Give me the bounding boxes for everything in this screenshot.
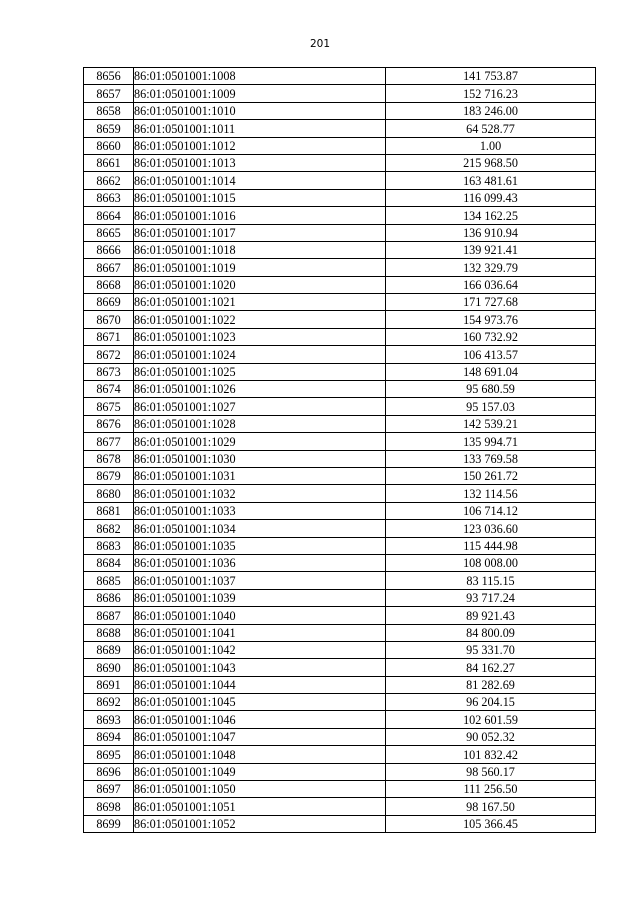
value-cell: 132 114.56 <box>386 485 596 502</box>
table-row <box>84 502 596 519</box>
table-row <box>84 676 596 693</box>
table-row <box>84 102 596 119</box>
value-cell: 96 204.15 <box>386 694 596 711</box>
row-number-cell: 8660 <box>84 137 134 154</box>
row-number-cell: 8696 <box>84 763 134 780</box>
cadastral-number-cell: 86:01:0501001:1012 <box>134 137 386 154</box>
row-number-cell: 8661 <box>84 154 134 171</box>
cadastral-number-cell: 86:01:0501001:1047 <box>134 728 386 745</box>
row-number-cell: 8674 <box>84 381 134 398</box>
row-number-cell: 8693 <box>84 711 134 728</box>
value-cell: 83 115.15 <box>386 572 596 589</box>
value-cell: 111 256.50 <box>386 781 596 798</box>
table-row <box>84 589 596 606</box>
row-number-cell: 8698 <box>84 798 134 815</box>
table-row <box>84 224 596 241</box>
value-cell: 148 691.04 <box>386 363 596 380</box>
cadastre-table <box>83 67 596 833</box>
value-cell: 160 732.92 <box>386 328 596 345</box>
row-number-cell: 8680 <box>84 485 134 502</box>
value-cell: 95 680.59 <box>386 381 596 398</box>
row-number-cell: 8695 <box>84 746 134 763</box>
value-cell: 136 910.94 <box>386 224 596 241</box>
row-number-cell: 8669 <box>84 294 134 311</box>
table-row <box>84 68 596 85</box>
cadastral-number-cell: 86:01:0501001:1044 <box>134 676 386 693</box>
value-cell: 163 481.61 <box>386 172 596 189</box>
cadastral-number-cell: 86:01:0501001:1028 <box>134 415 386 432</box>
row-number-cell: 8690 <box>84 659 134 676</box>
cadastral-number-cell: 86:01:0501001:1049 <box>134 763 386 780</box>
value-cell: 64 528.77 <box>386 120 596 137</box>
cadastral-number-cell: 86:01:0501001:1023 <box>134 328 386 345</box>
cadastral-number-cell: 86:01:0501001:1041 <box>134 624 386 641</box>
value-cell: 141 753.87 <box>386 68 596 85</box>
cadastral-number-cell: 86:01:0501001:1024 <box>134 346 386 363</box>
value-cell: 95 331.70 <box>386 641 596 658</box>
table-row <box>84 554 596 571</box>
cadastral-number-cell: 86:01:0501001:1008 <box>134 68 386 85</box>
table-row <box>84 276 596 293</box>
value-cell: 98 167.50 <box>386 798 596 815</box>
cadastral-number-cell: 86:01:0501001:1050 <box>134 781 386 798</box>
cadastral-number-cell: 86:01:0501001:1035 <box>134 537 386 554</box>
page-number: 201 <box>309 38 331 50</box>
cadastral-number-cell: 86:01:0501001:1013 <box>134 154 386 171</box>
cadastral-number-cell: 86:01:0501001:1022 <box>134 311 386 328</box>
table-row <box>84 137 596 154</box>
value-cell: 1.00 <box>386 137 596 154</box>
row-number-cell: 8667 <box>84 259 134 276</box>
table-row <box>84 659 596 676</box>
table-row <box>84 189 596 206</box>
value-cell: 134 162.25 <box>386 207 596 224</box>
value-cell: 106 413.57 <box>386 346 596 363</box>
value-cell: 95 157.03 <box>386 398 596 415</box>
row-number-cell: 8662 <box>84 172 134 189</box>
row-number-cell: 8689 <box>84 641 134 658</box>
cadastral-number-cell: 86:01:0501001:1036 <box>134 554 386 571</box>
table-row <box>84 728 596 745</box>
table-row <box>84 85 596 102</box>
table-row <box>84 485 596 502</box>
row-number-cell: 8659 <box>84 120 134 137</box>
table-row <box>84 381 596 398</box>
value-cell: 90 052.32 <box>386 728 596 745</box>
row-number-cell: 8682 <box>84 520 134 537</box>
table-row <box>84 398 596 415</box>
row-number-cell: 8665 <box>84 224 134 241</box>
table-row <box>84 537 596 554</box>
row-number-cell: 8676 <box>84 415 134 432</box>
value-cell: 84 800.09 <box>386 624 596 641</box>
cadastral-number-cell: 86:01:0501001:1009 <box>134 85 386 102</box>
cadastral-number-cell: 86:01:0501001:1039 <box>134 589 386 606</box>
table-row <box>84 781 596 798</box>
cadastral-number-cell: 86:01:0501001:1026 <box>134 381 386 398</box>
table-row <box>84 641 596 658</box>
value-cell: 106 714.12 <box>386 502 596 519</box>
row-number-cell: 8670 <box>84 311 134 328</box>
row-number-cell: 8675 <box>84 398 134 415</box>
row-number-cell: 8677 <box>84 433 134 450</box>
row-number-cell: 8699 <box>84 815 134 832</box>
row-number-cell: 8678 <box>84 450 134 467</box>
cadastral-number-cell: 86:01:0501001:1027 <box>134 398 386 415</box>
table-row <box>84 311 596 328</box>
value-cell: 166 036.64 <box>386 276 596 293</box>
row-number-cell: 8673 <box>84 363 134 380</box>
table-row <box>84 346 596 363</box>
value-cell: 89 921.43 <box>386 607 596 624</box>
row-number-cell: 8657 <box>84 85 134 102</box>
table-row <box>84 746 596 763</box>
cadastral-number-cell: 86:01:0501001:1018 <box>134 241 386 258</box>
value-cell: 81 282.69 <box>386 676 596 693</box>
row-number-cell: 8691 <box>84 676 134 693</box>
row-number-cell: 8683 <box>84 537 134 554</box>
row-number-cell: 8658 <box>84 102 134 119</box>
row-number-cell: 8668 <box>84 276 134 293</box>
table-row <box>84 415 596 432</box>
row-number-cell: 8684 <box>84 554 134 571</box>
row-number-cell: 8686 <box>84 589 134 606</box>
row-number-cell: 8681 <box>84 502 134 519</box>
row-number-cell: 8697 <box>84 781 134 798</box>
value-cell: 133 769.58 <box>386 450 596 467</box>
table-row <box>84 207 596 224</box>
cadastral-number-cell: 86:01:0501001:1011 <box>134 120 386 137</box>
cadastral-number-cell: 86:01:0501001:1014 <box>134 172 386 189</box>
value-cell: 142 539.21 <box>386 415 596 432</box>
value-cell: 154 973.76 <box>386 311 596 328</box>
table-row <box>84 467 596 484</box>
table-row <box>84 815 596 832</box>
value-cell: 150 261.72 <box>386 467 596 484</box>
value-cell: 132 329.79 <box>386 259 596 276</box>
cadastral-number-cell: 86:01:0501001:1031 <box>134 467 386 484</box>
value-cell: 98 560.17 <box>386 763 596 780</box>
row-number-cell: 8672 <box>84 346 134 363</box>
value-cell: 102 601.59 <box>386 711 596 728</box>
value-cell: 123 036.60 <box>386 520 596 537</box>
row-number-cell: 8688 <box>84 624 134 641</box>
table-row <box>84 624 596 641</box>
cadastral-number-cell: 86:01:0501001:1042 <box>134 641 386 658</box>
cadastral-number-cell: 86:01:0501001:1029 <box>134 433 386 450</box>
cadastral-number-cell: 86:01:0501001:1010 <box>134 102 386 119</box>
table-row <box>84 363 596 380</box>
cadastral-number-cell: 86:01:0501001:1040 <box>134 607 386 624</box>
value-cell: 152 716.23 <box>386 85 596 102</box>
row-number-cell: 8694 <box>84 728 134 745</box>
cadastral-number-cell: 86:01:0501001:1043 <box>134 659 386 676</box>
table-row <box>84 120 596 137</box>
value-cell: 171 727.68 <box>386 294 596 311</box>
table-row <box>84 259 596 276</box>
table-row <box>84 433 596 450</box>
table-body <box>84 68 596 833</box>
cadastral-number-cell: 86:01:0501001:1033 <box>134 502 386 519</box>
value-cell: 183 246.00 <box>386 102 596 119</box>
row-number-cell: 8679 <box>84 467 134 484</box>
value-cell: 215 968.50 <box>386 154 596 171</box>
value-cell: 101 832.42 <box>386 746 596 763</box>
row-number-cell: 8663 <box>84 189 134 206</box>
table-row <box>84 328 596 345</box>
value-cell: 135 994.71 <box>386 433 596 450</box>
cadastral-number-cell: 86:01:0501001:1051 <box>134 798 386 815</box>
table-row <box>84 763 596 780</box>
table-row <box>84 154 596 171</box>
row-number-cell: 8692 <box>84 694 134 711</box>
cadastral-number-cell: 86:01:0501001:1052 <box>134 815 386 832</box>
cadastral-number-cell: 86:01:0501001:1016 <box>134 207 386 224</box>
value-cell: 108 008.00 <box>386 554 596 571</box>
cadastral-number-cell: 86:01:0501001:1048 <box>134 746 386 763</box>
row-number-cell: 8687 <box>84 607 134 624</box>
table-row <box>84 450 596 467</box>
cadastral-number-cell: 86:01:0501001:1020 <box>134 276 386 293</box>
value-cell: 84 162.27 <box>386 659 596 676</box>
cadastral-number-cell: 86:01:0501001:1037 <box>134 572 386 589</box>
value-cell: 115 444.98 <box>386 537 596 554</box>
table-row <box>84 572 596 589</box>
table-row <box>84 294 596 311</box>
cadastral-number-cell: 86:01:0501001:1032 <box>134 485 386 502</box>
row-number-cell: 8685 <box>84 572 134 589</box>
table-row <box>84 607 596 624</box>
value-cell: 93 717.24 <box>386 589 596 606</box>
table-row <box>84 694 596 711</box>
cadastral-number-cell: 86:01:0501001:1017 <box>134 224 386 241</box>
cadastral-number-cell: 86:01:0501001:1025 <box>134 363 386 380</box>
table-row <box>84 241 596 258</box>
table-row <box>84 798 596 815</box>
cadastral-number-cell: 86:01:0501001:1045 <box>134 694 386 711</box>
cadastral-number-cell: 86:01:0501001:1030 <box>134 450 386 467</box>
cadastral-number-cell: 86:01:0501001:1021 <box>134 294 386 311</box>
cadastral-number-cell: 86:01:0501001:1046 <box>134 711 386 728</box>
value-cell: 139 921.41 <box>386 241 596 258</box>
row-number-cell: 8666 <box>84 241 134 258</box>
table-row <box>84 520 596 537</box>
row-number-cell: 8671 <box>84 328 134 345</box>
cadastral-number-cell: 86:01:0501001:1015 <box>134 189 386 206</box>
table-row <box>84 172 596 189</box>
row-number-cell: 8656 <box>84 68 134 85</box>
row-number-cell: 8664 <box>84 207 134 224</box>
cadastral-number-cell: 86:01:0501001:1019 <box>134 259 386 276</box>
value-cell: 105 366.45 <box>386 815 596 832</box>
table-row <box>84 711 596 728</box>
value-cell: 116 099.43 <box>386 189 596 206</box>
cadastral-number-cell: 86:01:0501001:1034 <box>134 520 386 537</box>
